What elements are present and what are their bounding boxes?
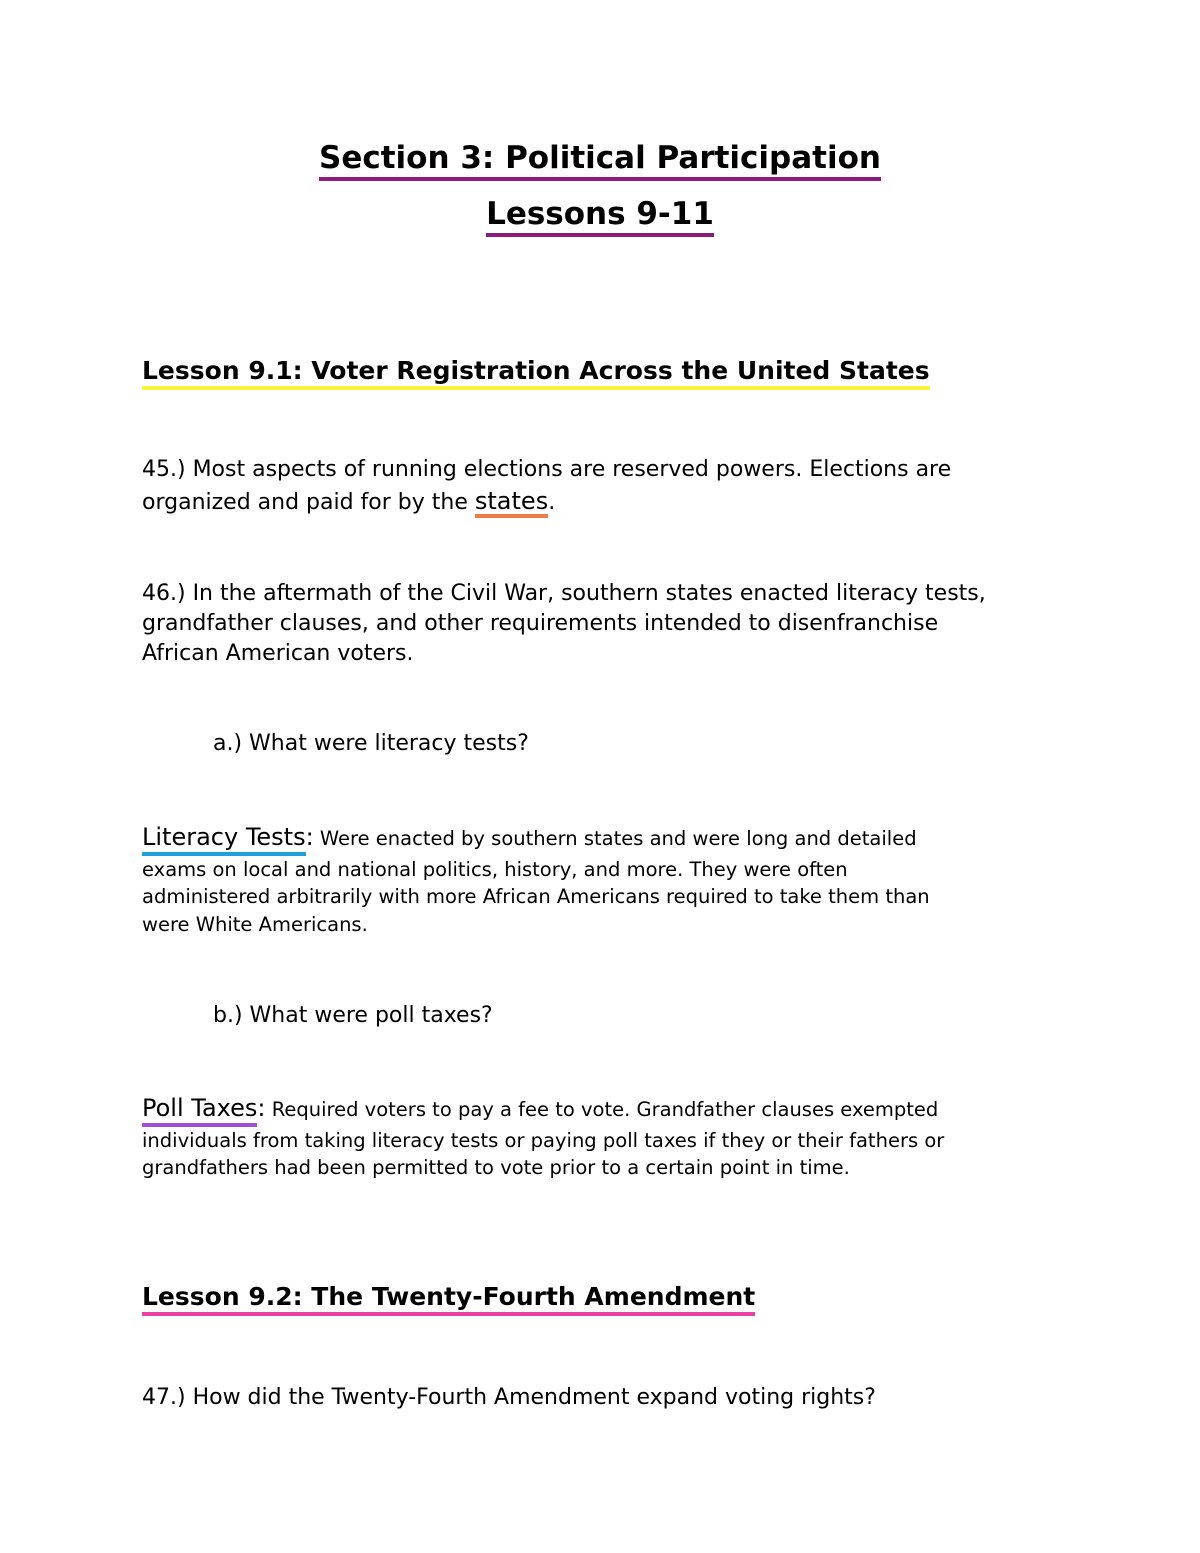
- question-46-line-1: 46.) In the aftermath of the Civil War, southern states enacted literacy tests,: [142, 581, 986, 606]
- literacy-line-1: [142, 824, 930, 856]
- question-46: [142, 579, 986, 669]
- literacy-colon: :: [305, 823, 314, 851]
- poll-line-2: individuals from taking literacy tests or paying poll taxes if they or their fathers or: [142, 1128, 945, 1152]
- literacy-line-4: were White Americans.: [142, 912, 368, 936]
- question-45-line-2-prefix: organized and paid for by the: [142, 490, 475, 515]
- literacy-line-3: administered arbitrarily with more African Americans required to take them than: [142, 885, 930, 909]
- question-46-a: a.) What were literacy tests?: [213, 731, 529, 756]
- poll-line-1: [142, 1095, 944, 1127]
- lessons-range-block: [0, 196, 1200, 237]
- lesson-9-1-heading-block: [142, 356, 930, 390]
- question-46-line-3: African American voters.: [142, 641, 414, 666]
- question-45-line-2-suffix: .: [548, 490, 556, 515]
- question-45: [142, 454, 951, 518]
- lesson-9-2-heading: Lesson 9.2: The Twenty-Fourth Amendment: [142, 1283, 755, 1316]
- literacy-line-2: exams on local and national politics, history, and more. They were often: [142, 857, 848, 881]
- question-47: 47.) How did the Twenty-Fourth Amendment expand voting rights?: [142, 1385, 876, 1410]
- poll-colon: :: [257, 1094, 266, 1122]
- literacy-tests-definition: [142, 824, 930, 938]
- question-45-line-1: 45.) Most aspects of running elections are reserved powers. Elections are: [142, 457, 952, 482]
- section-title-block: [0, 140, 1200, 181]
- lesson-9-2-heading-block: [142, 1282, 755, 1316]
- poll-taxes-term: Poll Taxes: [142, 1095, 257, 1127]
- poll-line-3: grandfathers had been permitted to vote prior to a certain point in time.: [142, 1156, 850, 1180]
- question-46-b: b.) What were poll taxes?: [213, 1003, 493, 1028]
- answer-states: states: [475, 488, 548, 518]
- question-46-line-2: grandfather clauses, and other requirements intended to disenfranchise: [142, 611, 939, 636]
- lessons-range: Lessons 9-11: [486, 197, 714, 237]
- lesson-9-1-heading: Lesson 9.1: Voter Registration Across the United States: [142, 357, 930, 390]
- poll-text-1: Required voters to pay a fee to vote. Grandfather clauses exempted: [265, 1098, 939, 1121]
- literacy-tests-term: Literacy Tests: [142, 824, 306, 856]
- literacy-text-1: Were enacted by southern states and were long and detailed: [313, 827, 917, 850]
- poll-taxes-definition: [142, 1095, 944, 1182]
- question-45-line-2: [142, 487, 951, 518]
- section-title: Section 3: Political Participation: [319, 141, 881, 181]
